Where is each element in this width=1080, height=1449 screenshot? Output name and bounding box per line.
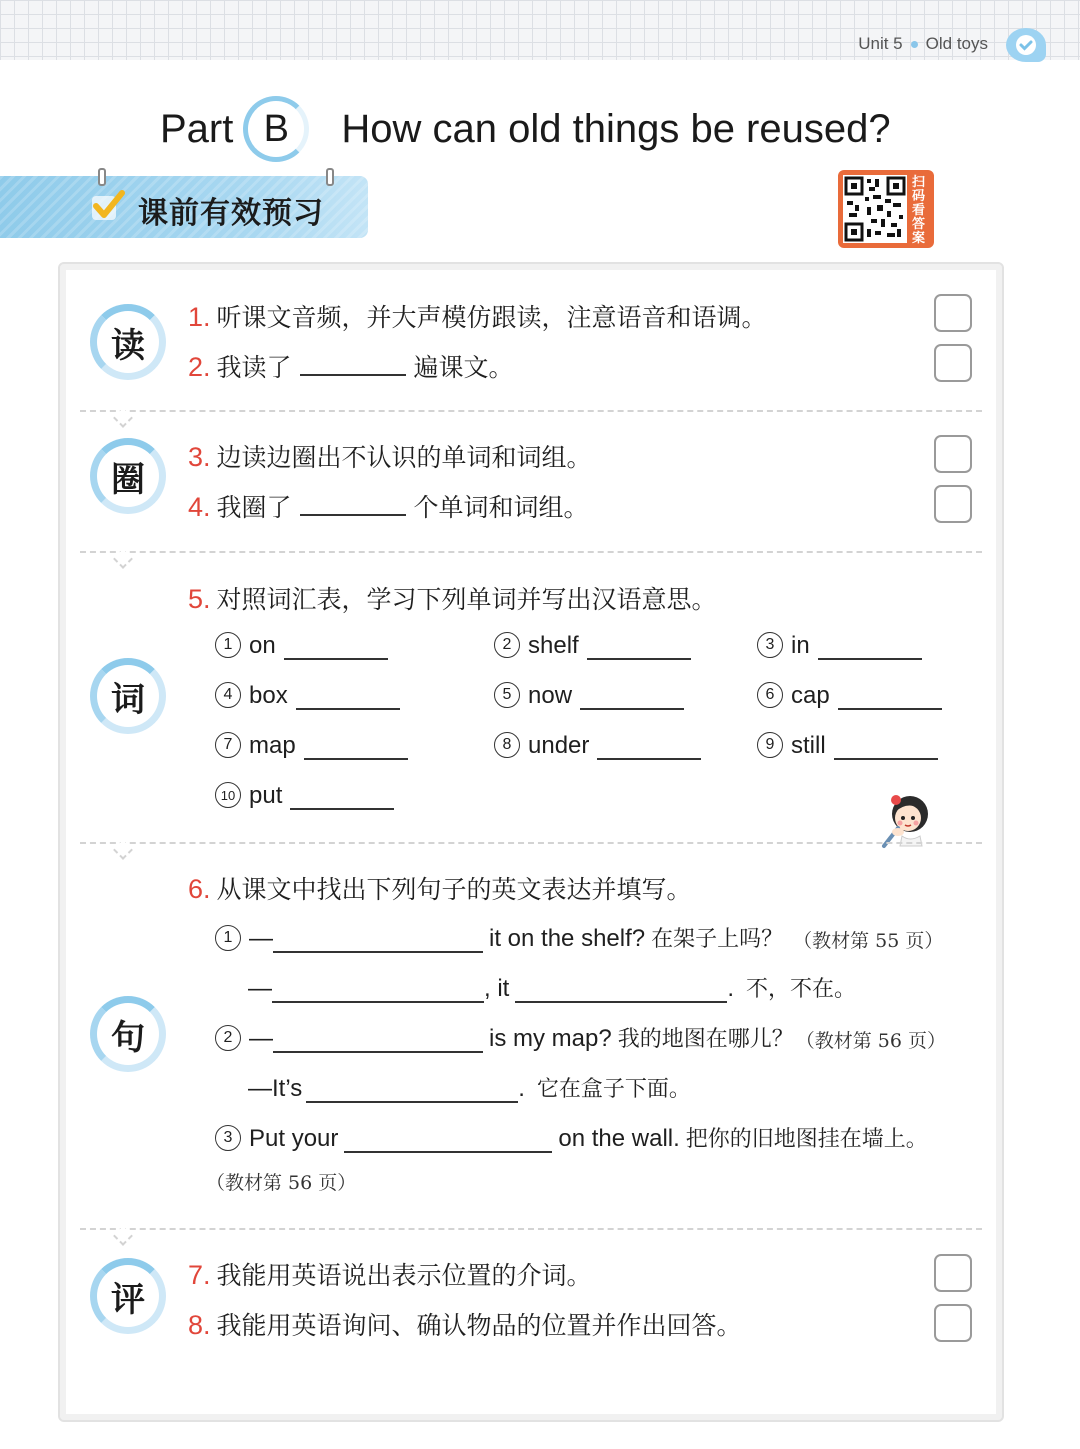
part-label: Part <box>160 106 234 151</box>
textbook-reference: （教材第 56 页） <box>795 1030 946 1052</box>
sentence-translation: 它在盒子下面。 <box>536 1077 691 1102</box>
sentence-text: . <box>518 1075 525 1102</box>
word-item <box>215 732 408 760</box>
sentence-blank[interactable] <box>515 979 727 1003</box>
item-number: 5. <box>188 584 211 614</box>
dash: — <box>248 975 272 1002</box>
item-text: 听课文音频，并大声模仿跟读，注意语音和语调。 <box>216 303 767 332</box>
unit-separator-dot <box>911 41 918 48</box>
item-5 <box>188 580 717 616</box>
word-number: 10 <box>215 782 241 808</box>
word-number: 5 <box>494 682 520 708</box>
word-meaning-blank[interactable] <box>834 738 938 760</box>
sentence-translation: 在架子上吗？ <box>651 927 784 952</box>
sentence-translation: 不，不在。 <box>746 977 857 1002</box>
read-count-blank[interactable] <box>300 352 406 376</box>
word-number: 7 <box>215 732 241 758</box>
word-item <box>215 782 394 810</box>
word-item <box>215 632 388 660</box>
item-text: 我圈了 <box>216 493 292 522</box>
item-3-checkbox[interactable] <box>934 435 972 473</box>
title-question: How can old things be reused? <box>341 106 891 151</box>
sentence-number: 3 <box>215 1125 241 1151</box>
qr-code[interactable] <box>838 170 934 248</box>
unit-topic: Old toys <box>925 34 988 53</box>
word-text: in <box>791 632 810 659</box>
word-meaning-blank[interactable] <box>580 688 684 710</box>
word-number: 6 <box>757 682 783 708</box>
word-text: under <box>528 732 590 759</box>
word-text: cap <box>791 682 830 709</box>
word-text: box <box>249 682 288 709</box>
word-number: 2 <box>494 632 520 658</box>
circle-section-icon: 圈 <box>90 438 166 514</box>
words-section-icon: 词 <box>90 658 166 734</box>
item-2 <box>188 348 513 384</box>
item-number: 3. <box>188 442 211 472</box>
sentence-text: it on the shelf? <box>489 925 646 952</box>
item-8-checkbox[interactable] <box>934 1304 972 1342</box>
sentence-text: . <box>727 975 735 1002</box>
item-text: 个单词和词组。 <box>413 493 589 522</box>
circle-count-blank[interactable] <box>300 492 406 516</box>
section-banner <box>0 176 368 238</box>
item-number: 6. <box>188 874 211 904</box>
item-text: 对照词汇表，学习下列单词并写出汉语意思。 <box>216 585 717 614</box>
sentence-text: —It’s <box>248 1075 303 1102</box>
sentences-section-icon: 句 <box>90 996 166 1072</box>
word-meaning-blank[interactable] <box>284 638 388 660</box>
word-text: still <box>791 732 826 759</box>
item-3 <box>188 438 592 474</box>
word-number: 9 <box>757 732 783 758</box>
item-7-checkbox[interactable] <box>934 1254 972 1292</box>
sentence-blank[interactable] <box>272 979 484 1003</box>
section-divider <box>80 551 982 553</box>
section-divider <box>80 842 982 844</box>
item-number: 2. <box>188 352 211 382</box>
item-6 <box>188 870 692 906</box>
word-item <box>757 682 942 710</box>
sentence-3 <box>215 1122 928 1153</box>
word-meaning-blank[interactable] <box>597 738 701 760</box>
qr-label: 扫码看答案 <box>912 175 926 246</box>
read-section-icon: 读 <box>90 304 166 380</box>
item-8 <box>188 1306 742 1342</box>
section-divider <box>80 410 982 412</box>
word-meaning-blank[interactable] <box>290 788 394 810</box>
word-number: 3 <box>757 632 783 658</box>
evaluate-section-icon: 评 <box>90 1258 166 1334</box>
word-item <box>757 732 938 760</box>
word-text: put <box>249 782 283 809</box>
item-4 <box>188 488 588 524</box>
sentence-blank[interactable] <box>306 1079 518 1103</box>
word-meaning-blank[interactable] <box>587 638 691 660</box>
sentence-text: , it <box>484 975 510 1002</box>
textbook-reference: （教材第 56 页） <box>206 1172 357 1194</box>
banner-pin-left <box>98 168 106 186</box>
word-item <box>494 732 701 760</box>
word-item <box>494 632 691 660</box>
sentence-text: on the wall. <box>558 1125 680 1152</box>
word-item <box>215 682 400 710</box>
qr-code-image <box>843 175 907 243</box>
sentence-blank[interactable] <box>273 929 483 953</box>
section-divider <box>80 1228 982 1230</box>
unit-label: Unit 5 <box>858 34 903 53</box>
sentence-number: 1 <box>215 925 241 951</box>
dash: — <box>249 1025 273 1052</box>
textbook-reference: （教材第 55 页） <box>793 930 944 952</box>
sentence-translation: 把你的旧地图挂在墙上。 <box>685 1127 928 1152</box>
sentence-3-reference <box>206 1168 356 1195</box>
item-text: 我能用英语说出表示位置的介词。 <box>216 1261 592 1290</box>
item-1-checkbox[interactable] <box>934 294 972 332</box>
word-meaning-blank[interactable] <box>296 688 400 710</box>
sentence-2-answer <box>248 1072 691 1103</box>
sentence-blank[interactable] <box>344 1129 552 1153</box>
item-7 <box>188 1256 592 1292</box>
sentence-number: 2 <box>215 1025 241 1051</box>
item-2-checkbox[interactable] <box>934 344 972 382</box>
sentence-blank[interactable] <box>273 1029 483 1053</box>
item-4-checkbox[interactable] <box>934 485 972 523</box>
item-text: 我能用英语询问、确认物品的位置并作出回答。 <box>216 1311 742 1340</box>
sentence-text: is my map? <box>489 1025 612 1052</box>
item-text: 从课文中找出下列句子的英文表达并填写。 <box>216 875 692 904</box>
word-text: map <box>249 732 296 759</box>
page-title <box>160 96 891 162</box>
word-number: 1 <box>215 632 241 658</box>
word-number: 4 <box>215 682 241 708</box>
unit-breadcrumb <box>858 34 988 54</box>
sentence-2 <box>215 1022 946 1053</box>
sentence-translation: 我的地图在哪儿？ <box>617 1027 794 1052</box>
part-letter-circle: B <box>243 96 309 162</box>
word-number: 8 <box>494 732 520 758</box>
item-text: 我读了 <box>216 353 292 382</box>
word-meaning-blank[interactable] <box>818 638 922 660</box>
checkmark-icon <box>90 188 126 224</box>
banner-title: 课前有效预习 <box>138 196 324 231</box>
item-number: 4. <box>188 492 211 522</box>
word-meaning-blank[interactable] <box>304 738 408 760</box>
sentence-text: Put your <box>249 1125 339 1152</box>
word-text: now <box>528 682 573 709</box>
word-item <box>757 632 922 660</box>
dash: — <box>249 925 273 952</box>
check-badge-icon <box>1006 28 1046 62</box>
word-text: on <box>249 632 276 659</box>
item-number: 7. <box>188 1260 211 1290</box>
item-1 <box>188 298 767 334</box>
word-text: shelf <box>528 632 579 659</box>
item-number: 8. <box>188 1310 211 1340</box>
word-item <box>494 682 684 710</box>
item-number: 1. <box>188 302 211 332</box>
banner-pin-right <box>326 168 334 186</box>
word-meaning-blank[interactable] <box>838 688 942 710</box>
sentence-1-answer <box>248 972 856 1003</box>
item-text: 遍课文。 <box>413 353 514 382</box>
sentence-1 <box>215 922 943 953</box>
item-text: 边读边圈出不认识的单词和词组。 <box>216 443 592 472</box>
